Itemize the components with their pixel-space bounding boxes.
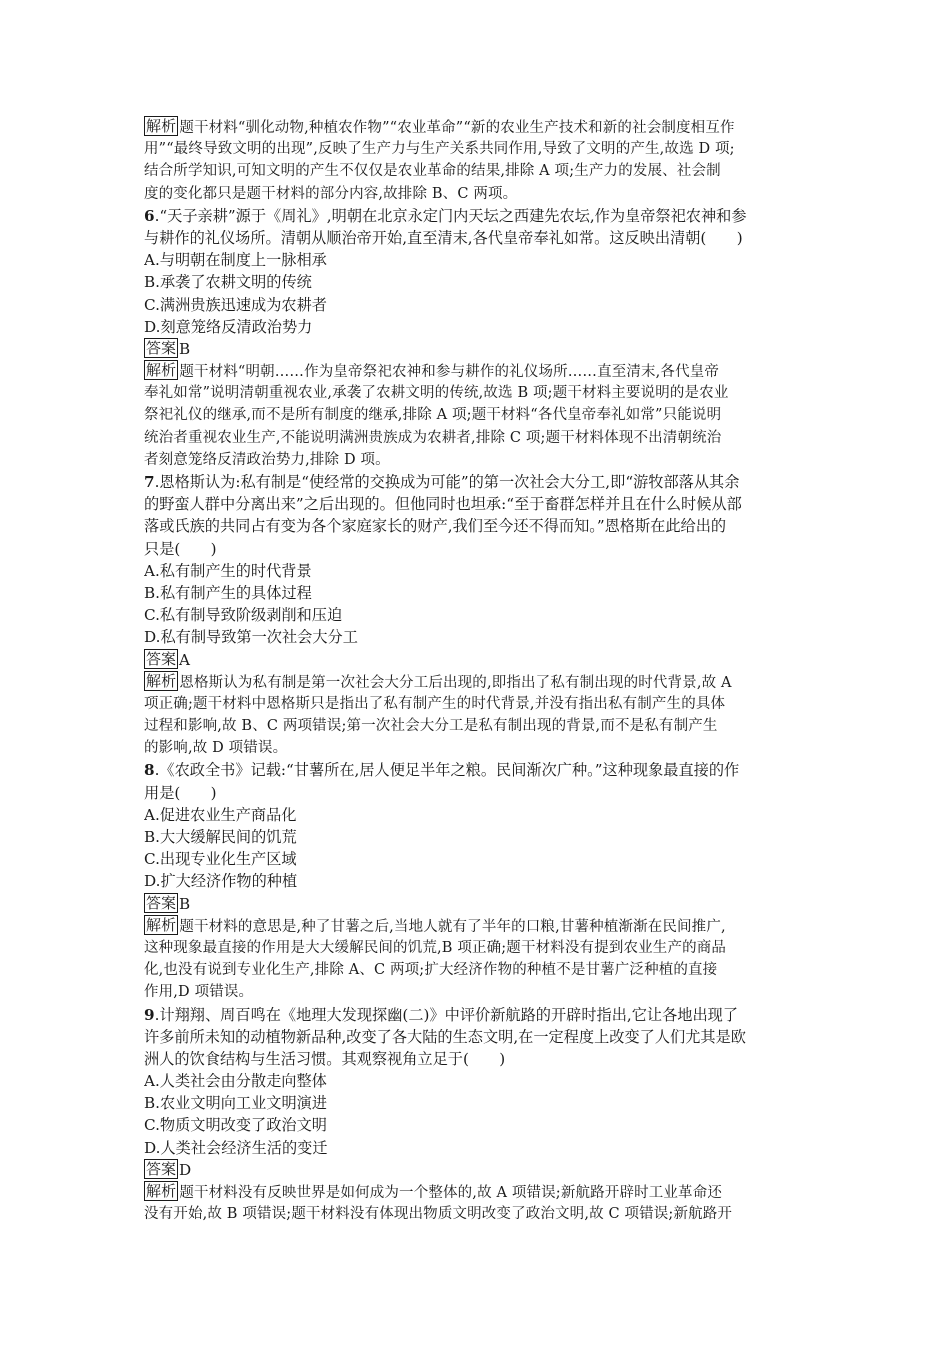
answer-tag: 答案 [146, 338, 177, 357]
option-b: B.农业文明向工业文明演进 [144, 1094, 328, 1113]
option-a: A.与明朝在制度上一脉相承 [144, 251, 327, 270]
analysis-text: 没有开始,故 B 项错误;题干材料没有体现出物质文明改变了政治文明,故 C 项错误;新航路开 [144, 1206, 733, 1223]
analysis-text: 祭祀礼仪的继承,而不是所有制度的继承,排除 A 项;题干材料“各代皇帝奉礼如常”只能说明 [144, 407, 722, 424]
option-d: D.刻意笼络反清政治势力 [144, 317, 313, 336]
option-a: A.人类社会由分散走向整体 [144, 1072, 327, 1091]
option-d: D.扩大经济作物的种植 [144, 872, 298, 891]
question-stem: 只是( ) [144, 539, 217, 558]
question-stem: .《农政全书》记载:“甘薯所在,居人便足半年之粮。民间渐次广种。”这种现象最直接的作 [154, 761, 740, 780]
analysis-text: 者刻意笼络反清政治势力,排除 D 项。 [144, 451, 390, 468]
question-stem: 许多前所未知的动植物新品种,改变了各大陆的生态文明,在一定程度上改变了人们尤其是欧 [144, 1027, 746, 1046]
question-8 [144, 759, 812, 1003]
answer-value: B [179, 339, 191, 358]
option-b: B.大大缓解民间的饥荒 [144, 828, 297, 846]
analysis-text: 的影响,故 D 项错误。 [144, 740, 288, 757]
question-stem: .恩格斯认为:私有制是“使经常的交换成为可能”的第一次社会大分工,即“游牧部落从其余 [154, 473, 740, 491]
option-c: C.物质文明改变了政治文明 [144, 1116, 327, 1135]
answer-value: B [179, 894, 191, 913]
question-6 [144, 205, 812, 471]
analysis-tag: 解析 [146, 671, 177, 690]
analysis-text: 奉礼如常”说明清朝重视农业,承袭了农耕文明的传统,故选 B 项;题干材料主要说明的是农业 [144, 385, 729, 402]
analysis-text: 过程和影响,故 B、C 两项错误;第一次社会大分工是私有制出现的背景,而不是私有制产生 [144, 718, 718, 735]
analysis-text: 题干材料“明朝……作为皇帝祭祀农神和参与耕作的礼仪场所……直至清末,各代皇帝 [179, 364, 720, 381]
answer-tag: 答案 [146, 893, 177, 912]
option-d: D.人类社会经济生活的变迁 [144, 1138, 328, 1157]
document-page [144, 116, 812, 1225]
question-stem: 的野蛮人群中分离出来”之后出现的。但他同时也坦承:“至于畜群怎样并且在什么时候从部 [144, 495, 742, 514]
option-b: B.私有制产生的具体过程 [144, 583, 312, 602]
question-stem: 落或氏族的共同占有变为各个家庭家长的财产,我们至今还不得而知。”恩格斯在此给出的 [144, 517, 727, 536]
question-stem: 用是( ) [144, 783, 217, 802]
analysis-text: 恩格斯认为私有制是第一次社会大分工后出现的,即指出了私有制出现的时代背景,故 A [179, 674, 732, 691]
analysis-tag: 解析 [146, 1182, 177, 1200]
question-number: 9 [144, 1005, 155, 1024]
analysis-text: 结合所学知识,可知文明的产生不仅仅是农业革命的结果,排除 A 项;生产力的发展、社会制 [144, 163, 721, 180]
option-b: B.承袭了农耕文明的传统 [144, 273, 312, 292]
option-a: A.促进农业生产商品化 [144, 805, 297, 824]
analysis-block-top [144, 116, 812, 205]
analysis-text: 题干材料“驯化动物,种植农作物”“农业革命”“新的农业生产技术和新的社会制度相互作 [179, 120, 735, 136]
option-c: C.出现专业化生产区域 [144, 850, 297, 869]
analysis-text: 项正确;题干材料中恩格斯只是指出了私有制产生的时代背景,并没有指出私有制产生的具体 [144, 695, 726, 712]
option-c: C.私有制导致阶级剥削和压迫 [144, 606, 343, 625]
analysis-tag: 解析 [146, 915, 177, 934]
question-number: 8 [144, 761, 155, 780]
analysis-text: 用”“最终导致文明的出现”,反映了生产力与生产关系共同作用,导致了文明的产生,故选 D 项; [144, 141, 735, 158]
question-stem: .计翔翔、周百鸣在《地理大发现探幽(二)》中评价新航路的开辟时指出,它让各地出现了 [154, 1005, 739, 1024]
analysis-tag: 解析 [146, 361, 177, 380]
analysis-text: 这种现象最直接的作用是大大缓解民间的饥荒,B 项正确;题干材料没有提到农业生产的商品 [144, 939, 727, 956]
question-number: 6 [144, 206, 155, 225]
analysis-text: 化,也没有说到专业化生产,排除 A、C 两项;扩大经济作物的种植不是甘薯广泛种植的直接 [144, 962, 718, 979]
answer-tag: 答案 [146, 1159, 177, 1178]
option-c: C.满洲贵族迅速成为农耕者 [144, 295, 327, 314]
option-a: A.私有制产生的时代背景 [144, 561, 312, 580]
analysis-tag: 解析 [146, 117, 177, 135]
analysis-text: 作用,D 项错误。 [144, 984, 254, 1001]
answer-value: A [179, 650, 190, 669]
analysis-text: 统治者重视农业生产,不能说明满洲贵族成为农耕者,排除 C 项;题干材料体现不出清朝统治 [144, 429, 722, 446]
option-d: D.私有制导致第一次社会大分工 [144, 628, 358, 647]
answer-tag: 答案 [146, 649, 177, 668]
question-9 [144, 1004, 812, 1226]
question-stem: 洲人的饮食结构与生活习惯。其观察视角立足于( ) [144, 1049, 506, 1068]
analysis-text: 题干材料的意思是,种了甘薯之后,当地人就有了半年的口粮,甘薯种植渐渐在民间推广, [179, 918, 726, 935]
question-stem: .“天子亲耕”源于《周礼》,明朝在北京永定门内天坛之西建先农坛,作为皇帝祭祀农神和参 [154, 206, 747, 225]
answer-value: D [179, 1160, 192, 1179]
question-number: 7 [144, 473, 155, 491]
question-7 [144, 471, 812, 759]
analysis-text: 题干材料没有反映世界是如何成为一个整体的,故 A 项错误;新航路开辟时工业革命还 [179, 1185, 722, 1201]
question-stem: 与耕作的礼仪场所。清朝从顺治帝开始,直至清末,各代皇帝奉礼如常。这反映出清朝( ) [144, 228, 743, 247]
analysis-text: 度的变化都只是题干材料的部分内容,故排除 B、C 两项。 [144, 185, 518, 202]
